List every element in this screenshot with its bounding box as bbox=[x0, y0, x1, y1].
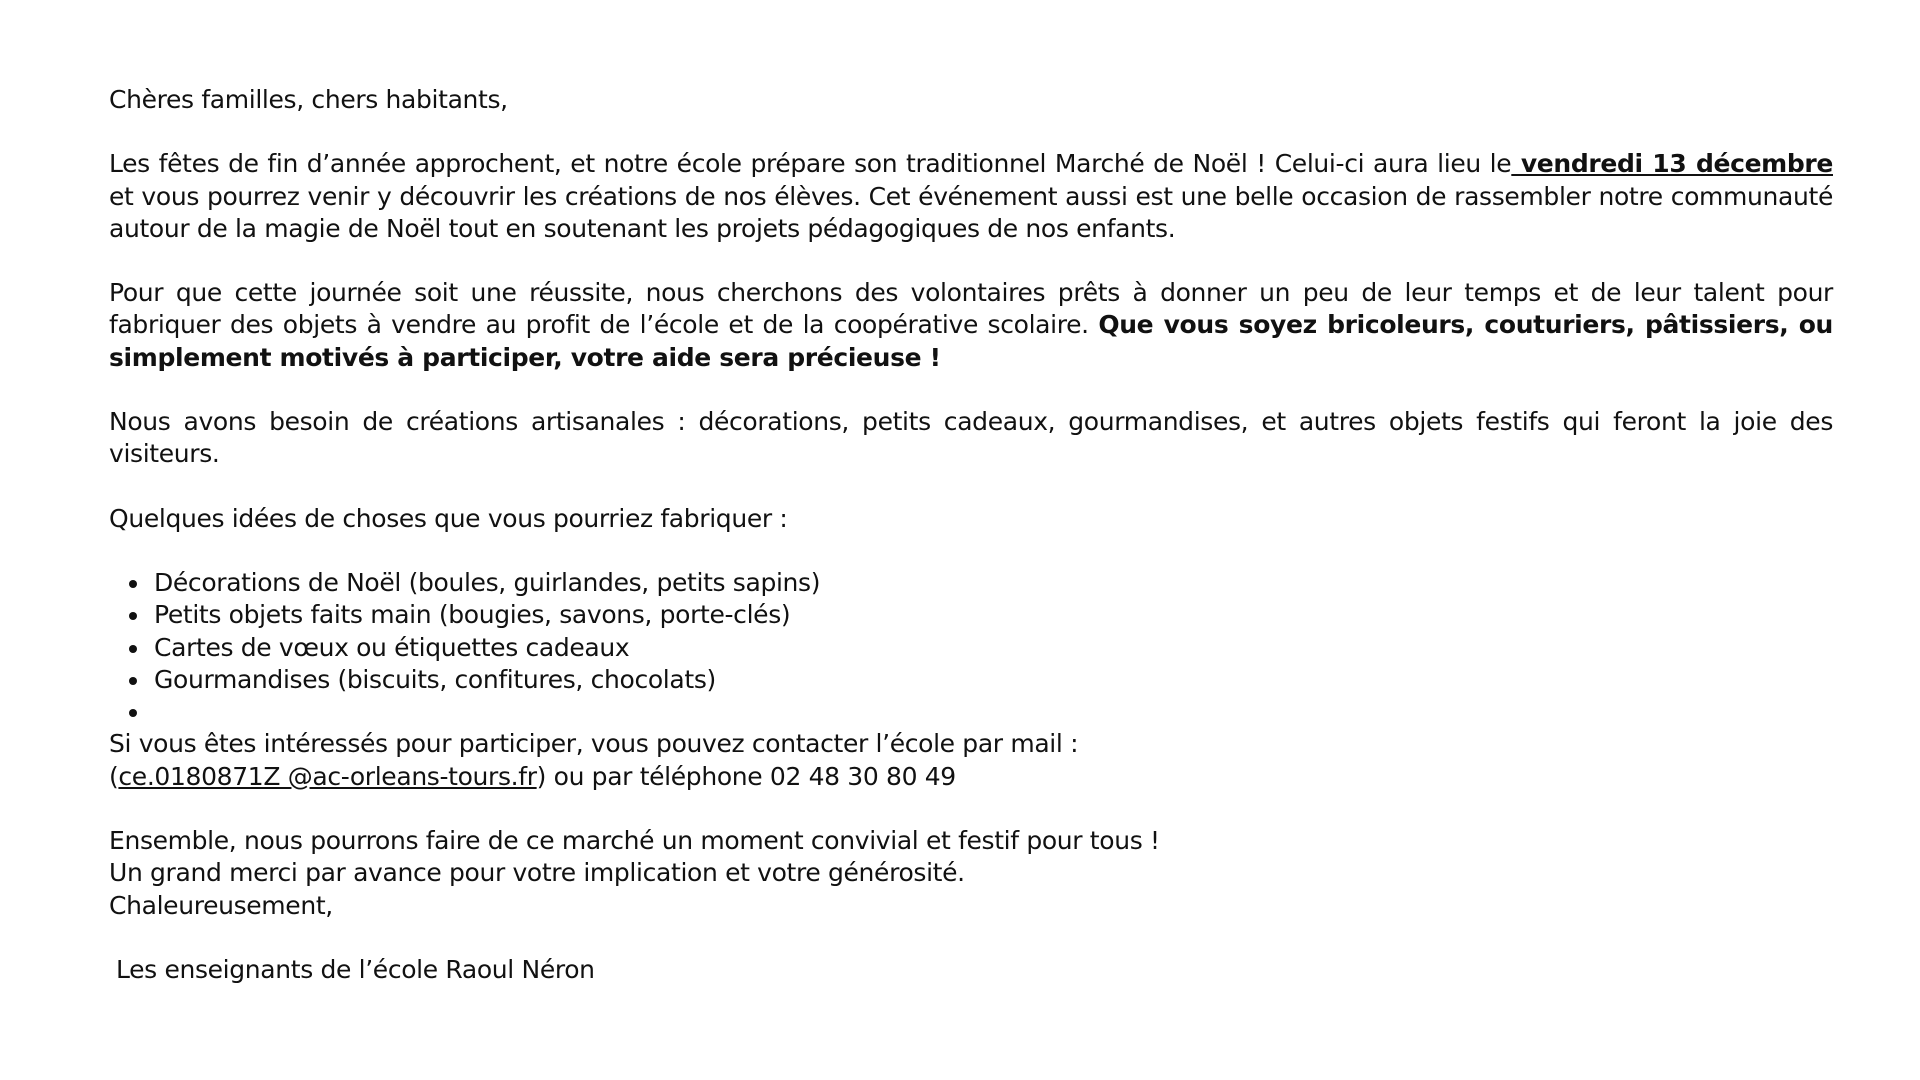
contact-phone-text: ) ou par téléphone 02 48 30 80 49 bbox=[536, 761, 956, 791]
needs-paragraph: Nous avons besoin de créations artisanales : décorations, petits cadeaux, gourmandises, et autres objets festifs qui feront la joie des visiteurs. bbox=[109, 407, 1833, 469]
closing-line-2: Un grand merci par avance pour votre implication et votre générosité. bbox=[109, 858, 965, 888]
closing-paragraph bbox=[109, 825, 1833, 922]
event-description-text: et vous pourrez venir y découvrir les créations de nos élèves. Cet événement aussi est une belle occasion de rassembler notre communauté autour de la magie de Noël tout en soutenant les projets pédagogiques de nos enfants. bbox=[109, 181, 1833, 243]
closing-line-3: Chaleureusement, bbox=[109, 890, 333, 920]
closing-line-1: Ensemble, nous pourrons faire de ce marché un moment convivial et festif pour tous ! bbox=[109, 826, 1160, 856]
event-intro-text: Les fêtes de fin d’année approchent, et notre école prépare son traditionnel Marché de Noël ! Celui-ci aura lieu le bbox=[109, 149, 1512, 179]
event-paragraph bbox=[109, 148, 1833, 245]
contact-intro-text: Si vous êtes intéressés pour participer, vous pouvez contacter l’école par mail : bbox=[109, 729, 1079, 759]
contact-open-paren: ( bbox=[109, 761, 119, 791]
email-link[interactable]: ce.0180871Z @ac-orleans-tours.fr bbox=[118, 761, 537, 791]
signature: Les enseignants de l’école Raoul Néron bbox=[116, 954, 595, 984]
volunteer-paragraph bbox=[109, 277, 1833, 374]
ideas-intro: Quelques idées de choses que vous pourriez fabriquer : bbox=[109, 503, 788, 533]
volunteer-emphasis-text: Que vous soyez bricoleurs, couturiers, pâtissiers, ou simplement motivés à participer, votre aide sera précieuse ! bbox=[109, 310, 1834, 372]
list-item-empty bbox=[154, 696, 1833, 728]
ideas-list bbox=[109, 567, 1833, 728]
volunteer-request-text: Pour que cette journée soit une réussite, nous cherchons des volontaires prêts à donner un peu de leur temps et de leur talent pour fabriquer des objets à vendre au profit de l’école et de la coopérative scolaire. bbox=[109, 278, 1833, 340]
contact-paragraph bbox=[109, 728, 1833, 793]
greeting: Chères familles, chers habitants, bbox=[109, 85, 508, 114]
event-date: vendredi 13 décembre bbox=[1511, 149, 1833, 179]
list-item: Petits objets faits main (bougies, savons, porte-clés) bbox=[154, 599, 1833, 631]
list-item: Gourmandises (biscuits, confitures, chocolats) bbox=[154, 664, 1833, 696]
letter bbox=[109, 84, 1833, 986]
list-item: Décorations de Noël (boules, guirlandes, petits sapins) bbox=[154, 567, 1833, 599]
list-item: Cartes de vœux ou étiquettes cadeaux bbox=[154, 632, 1833, 664]
